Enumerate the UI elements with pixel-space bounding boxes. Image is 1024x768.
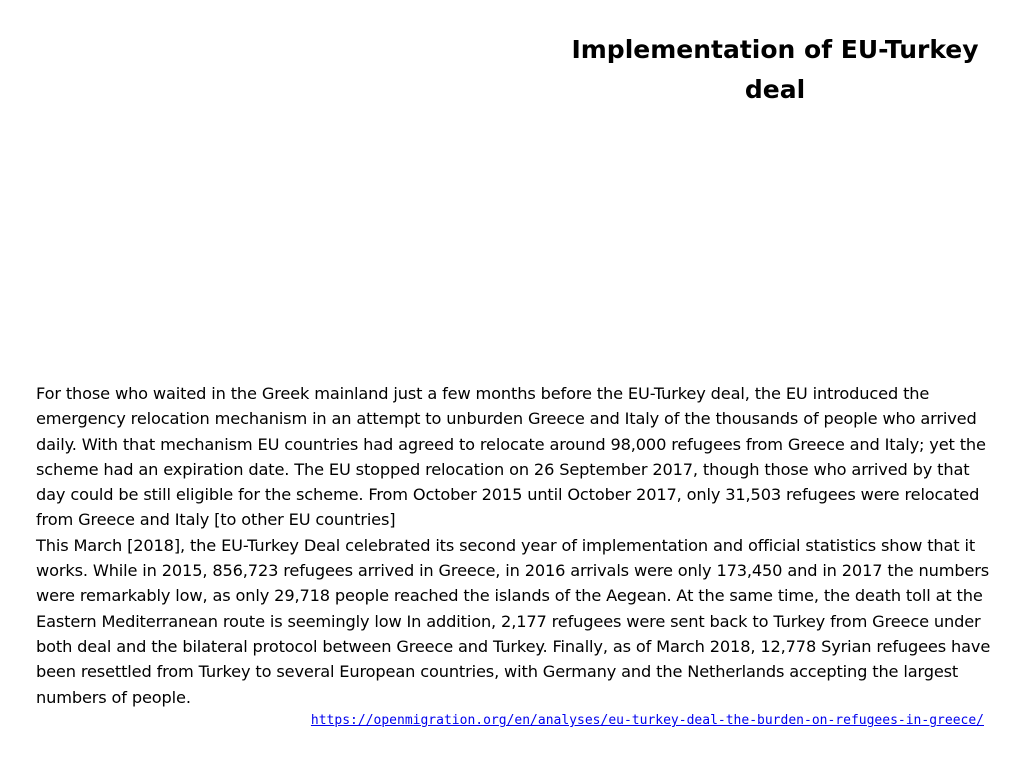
paragraph-implementation: This March [2018], the EU-Turkey Deal celebrated its second year of implementation and official statistics show that it works. While in 2015, 856,723 refugees arrived in Greece, in 2016 arrivals were only 173,450 and in 2017 the numbers were remarkably low, as only 29,718 people reached the islands of the Aegean. At the same time, the death toll at the Eastern Mediterranean route is seemingly low In addition, 2,177 refugees were sent back to Turkey from Greece under both deal and the bilateral protocol between Greece and Turkey. Finally, as of March 2018, 12,778 Syrian refugees have been resettled from Turkey to several European countries, with Germany and the Netherlands accepting the largest numbers of people. [36,535,991,707]
source-link[interactable]: https://openmigration.org/en/analyses/eu-turkey-deal-the-burden-on-refugees-in-greece/ [310,713,984,728]
slide-title: Implementation of EU-Turkey deal [571,35,979,104]
paragraph-relocation: For those who waited in the Greek mainland just a few months before the EU-Turkey deal, the EU introduced the emergency relocation mechanism in an attempt to unburden Greece and Italy of the thousands of people who arrived daily. With that mechanism EU countries had agreed to relocate around 98,000 refugees from Greece and Italy; yet the scheme had an expiration date. The EU stopped relocation on 26 September 2017, though those who arrived by that day could be still eligible for the scheme. From October 2015 until October 2017, only 31,503 refugees were relocated from Greece and Italy [to other EU countries] [36,384,986,530]
slide-body [36,381,996,710]
